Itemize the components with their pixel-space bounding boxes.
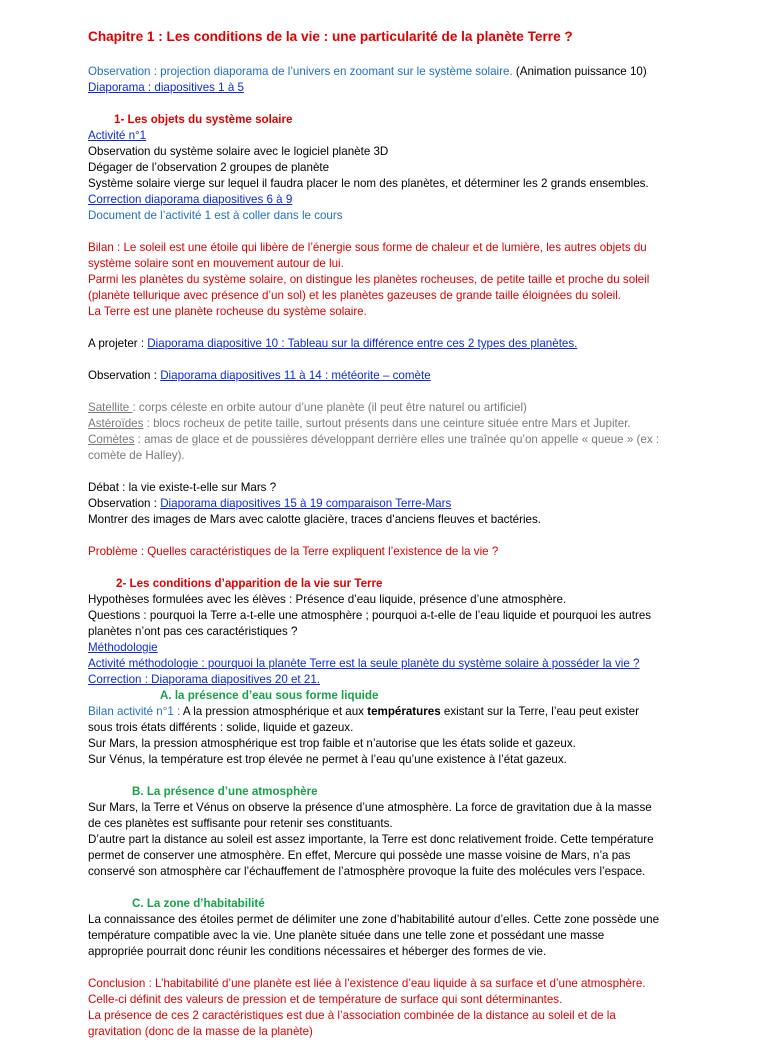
subsection-c-heading: C. La zone d’habitabilité: [132, 897, 265, 910]
projeter-prefix: A projeter :: [88, 337, 148, 350]
observation2-prefix: Observation :: [88, 369, 161, 382]
observation3-link[interactable]: Diaporama diapositives 15 à 19 comparaison Terre-Mars: [160, 497, 452, 510]
subsection-a-line: Sur Vénus, la température est trop élevée ne permet à l’eau qu’une existence à l’état gazeux.: [88, 753, 567, 766]
subsection-c-line: température compatible avec la vie. Une planète située dans une telle zone et possédant une masse: [88, 929, 605, 942]
intro-observation-note: (Animation puissance 10): [512, 65, 647, 78]
subsection-b-heading: B. La présence d’une atmosphère: [132, 785, 318, 798]
subsection-b-line: de ces planètes est suffisante pour retenir ses constituants.: [88, 817, 393, 830]
subsection-a-line: Sur Mars, la pression atmosphérique est trop faible et n’autorise que les états solide et gazeux.: [88, 737, 576, 750]
definition-satellite: [88, 400, 688, 416]
subsection-b-line: permet de conserver une atmosphère. En effet, Mercure qui possède une masse voisine de Mars, n’a pas: [88, 849, 631, 862]
subsection-b-line: Sur Mars, la Terre et Vénus on observe la présence d’une atmosphère. La force de gravitation due à la masse: [88, 801, 652, 814]
correction1-link[interactable]: Correction diaporama diapositives 6 à 9: [88, 193, 293, 206]
bilan-activite-prefix: Bilan activité n°1 :: [88, 705, 183, 718]
subsection-b-line: D’autre part la distance au soleil est assez importante, la Terre est donc relativement froide. Cette température: [88, 833, 654, 846]
definition-continued: comète de Halley).: [88, 449, 185, 462]
section2-heading: 2- Les conditions d’apparition de la vie sur Terre: [116, 577, 383, 590]
debat-line: Débat : la vie existe-t-elle sur Mars ?: [88, 481, 277, 494]
montrer-line: Montrer des images de Mars avec calotte glacière, traces d’anciens fleuves et bactéries.: [88, 513, 542, 526]
bilan-line: (planète tellurique avec présence d’un sol) et les planètes gazeuses de grande taille éloignées du soleil.: [88, 289, 622, 302]
subsection-a-line: sous trois états différents : solide, liquide et gazeux.: [88, 721, 354, 734]
section1-heading: 1- Les objets du système solaire: [114, 113, 293, 126]
bilan-activite-text-end: existant sur la Terre, l’eau peut exister: [440, 705, 639, 718]
methodologie-link[interactable]: Méthodologie: [88, 641, 158, 654]
activite-methodologie-link[interactable]: Activité méthodologie : pourquoi la planète Terre est la seule planète du système solaire à posséder la vie ?: [88, 657, 640, 670]
definition-term: Comètes: [88, 433, 135, 446]
bilan-activite-bold: températures: [367, 705, 441, 718]
definition-text: : corps céleste en orbite autour d’une planète (il peut être naturel ou artificiel): [132, 401, 527, 414]
section2-line: Questions : pourquoi la Terre a-t-elle une atmosphère ; pourquoi a-t-elle de l’eau liquide et pourquoi les autres: [88, 609, 652, 622]
chapter-title: Chapitre 1 : Les conditions de la vie : une particularité de la planète Terre ?: [88, 29, 573, 44]
bilan-line: Bilan : Le soleil est une étoile qui libère de l’énergie sous forme de chaleur et de lumière, les autres objets du: [88, 241, 647, 254]
section1-line: Observation du système solaire avec le logiciel planète 3D: [88, 145, 389, 158]
subsection-c-line: La connaissance des étoiles permet de délimiter une zone d’habitabilité autour d’elles. Cette zone possède une: [88, 913, 660, 926]
activity1-link[interactable]: Activité n°1: [88, 129, 147, 142]
definition-term: Satellite: [88, 401, 133, 414]
conclusion-line: La présence de ces 2 caractéristiques est due à l’association combinée de la distance au soleil et de la: [88, 1009, 616, 1022]
bilan-line: système solaire sont en mouvement autour de lui.: [88, 257, 344, 270]
conclusion-line: Celle-ci définit des valeurs de pression et de température de surface qui sont déterminantes.: [88, 993, 563, 1006]
definition-text: : blocs rocheux de petite taille, surtout présents dans une ceinture située entre Mars et Jupiter.: [143, 417, 631, 430]
observation2-link[interactable]: Diaporama diapositives 11 à 14 : météorite – comète: [160, 369, 431, 382]
definition-cometes: [88, 432, 688, 448]
section1-line: Dégager de l’observation 2 groupes de planète: [88, 161, 330, 174]
observation3-prefix: Observation :: [88, 497, 161, 510]
bilan-line: La Terre est une planète rocheuse du système solaire.: [88, 305, 367, 318]
conclusion-line: Conclusion : L’habitabilité d’une planète est liée à l’existence d’eau liquide à sa surface et d’une atmosphère.: [88, 977, 646, 990]
projeter-link[interactable]: Diaporama diapositive 10 : Tableau sur la différence entre ces 2 types des planètes.: [147, 337, 578, 350]
definition-term: Astéroïdes: [88, 417, 144, 430]
document-note: Document de l’activité 1 est à coller dans le cours: [88, 209, 343, 222]
definition-text: : amas de glace et de poussières développant derrière elles une traînée qu’on appelle « queue » (ex :: [134, 433, 660, 446]
subsection-a-heading: A. la présence d’eau sous forme liquide: [160, 689, 379, 702]
projeter-line: [88, 336, 688, 352]
bilan-activite-line: [88, 704, 688, 720]
correction2-link[interactable]: Correction : Diaporama diapositives 20 et 21.: [88, 673, 320, 686]
section1-line: Système solaire vierge sur lequel il faudra placer le nom des planètes, et déterminer les 2 grands ensembles.: [88, 177, 649, 190]
section2-line: Hypothèses formulées avec les élèves : Présence d’eau liquide, présence d’une atmosphère.: [88, 593, 567, 606]
observation3-line: [88, 496, 688, 512]
observation2-line: [88, 368, 688, 384]
intro-diaporama-link[interactable]: Diaporama : diapositives 1 à 5: [88, 81, 244, 94]
subsection-b-line: conservé son atmosphère car l’échauffement de l’atmosphère provoque la fuite des molécules vers l’espace.: [88, 865, 646, 878]
bilan-line: Parmi les planètes du système solaire, on distingue les planètes rocheuses, de petite taille et proche du soleil: [88, 273, 650, 286]
bilan-activite-text: A la pression atmosphérique et aux: [182, 705, 368, 718]
conclusion-line: gravitation (donc de la masse de la planète): [88, 1025, 313, 1038]
probleme-line: Problème : Quelles caractéristiques de la Terre expliquent l’existence de la vie ?: [88, 545, 499, 558]
intro-observation: [88, 64, 688, 80]
definition-asteroides: [88, 416, 688, 432]
subsection-c-line: appropriée pourrait donc réunir les conditions nécessaires et héberger des formes de vie.: [88, 945, 547, 958]
document-page: [88, 28, 688, 1040]
intro-observation-text: Observation : projection diaporama de l’univers en zoomant sur le système solaire.: [88, 65, 513, 78]
section2-line: planètes n’ont pas ces caractéristiques ?: [88, 625, 298, 638]
